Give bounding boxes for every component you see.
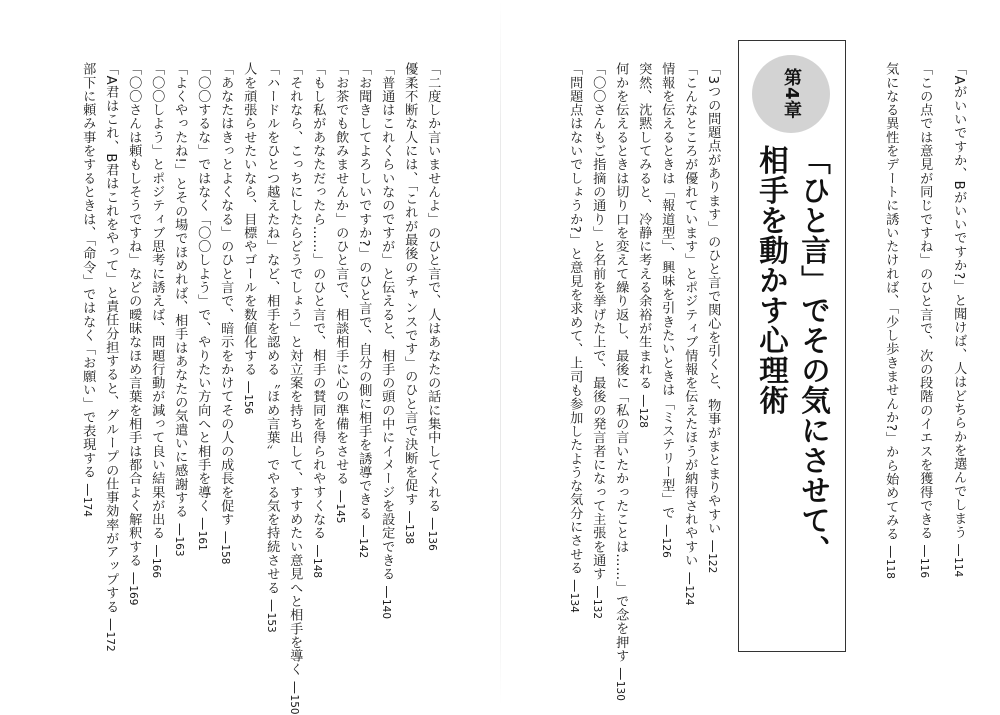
toc-page-number: 156: [242, 394, 255, 415]
chapter-title-line-1: 「ひと言」でその気にさせて、: [797, 145, 831, 565]
toc-entry-174: [81, 62, 94, 692]
toc-page-number: 138: [403, 524, 416, 545]
toc-page-number: 122: [706, 553, 719, 574]
toc-page-number: 126: [660, 537, 673, 558]
toc-entry-122: [706, 62, 719, 692]
toc-entry-text: 何かを伝えるときは切り口を変えて繰り返し、最後に「私の言いたかったことは……」で念を押す —: [613, 62, 629, 681]
toc-entry-145: [334, 62, 347, 692]
toc-page-number: 163: [173, 536, 186, 557]
toc-entry-169: [127, 62, 140, 692]
toc-entry-text: 「ハードルをひとつ越えたね」など、相手を認める〝ほめ言葉〟でやる気を持続させる —: [264, 62, 280, 613]
toc-entry-text: 情報を伝えるときは「報道型」、興味を引きたいときは「ミステリー型」で —: [659, 62, 675, 538]
toc-page-number: 124: [683, 585, 696, 606]
toc-entry-134: [568, 62, 581, 692]
toc-entry-text: 「お茶でも飲みませんか」のひと言で、相談相手に心の準備をさせる —: [333, 62, 349, 504]
toc-entry-142: [357, 62, 370, 692]
toc-entry-132: [591, 62, 604, 692]
toc-entry-140: [380, 62, 393, 692]
toc-page-number: 161: [196, 530, 209, 551]
toc-entry-text: 「あなたはきっとよくなる」のひと言で、暗示をかけてその人の成長を促す —: [218, 62, 234, 545]
toc-entry-163: [173, 62, 186, 692]
toc-page-number: 142: [357, 538, 370, 559]
toc-entry-126: [660, 62, 673, 692]
toc-entry-text: 部下に頼み事をするときは、「命令」ではなく「お願い」で表現する —: [80, 62, 96, 497]
toc-page-number: 114: [952, 557, 965, 578]
toc-page-number: 140: [380, 598, 393, 620]
chapter-title-line-2: 相手を動かす心理術: [755, 145, 789, 415]
toc-entry-text: 優柔不断な人には、「これが最後のチャンスです」のひと言で決断を促す —: [402, 62, 418, 525]
toc-page-number: 134: [568, 592, 581, 613]
toc-page-number: 150: [288, 694, 301, 715]
toc-entry-text: 人を頑張らせたいなら、目標やゴールを数値化する —: [241, 62, 257, 395]
toc-entry-text: 「〇〇さんは頼もしそうですね」などの曖昧なほめ言葉を相手は都合よく解釈する —: [126, 62, 142, 586]
toc-page-number: 148: [311, 558, 324, 579]
toc-entry-text: 「〇〇さんもご指摘の通り」と名前を挙げた上で、最後の発言者になって主張を通す —: [590, 62, 606, 599]
toc-entry-128: [637, 62, 650, 692]
toc-entry-text: 「よくやったね!」とその場でほめれば、相手はあなたの気遣いに感謝する —: [172, 62, 188, 537]
toc-entry-text: 「Aがいいですか、Bがいいですか?」と聞けば、人はどちらかを選んでしまう —: [951, 62, 967, 558]
toc-entry-text: 「3つの問題点があります」のひと言で関心を引くと、物事がまとまりやすい —: [705, 62, 721, 554]
toc-page-number: 132: [591, 598, 604, 620]
toc-entry-text: 「普通はこれくらいなのですが」と伝えると、相手の頭の中にイメージを設定できる —: [379, 62, 395, 599]
toc-entry-text: 「問題点はないでしょうか?」と意見を求めて、上司も参加したような気分にさせる —: [567, 62, 583, 593]
toc-page-number: 130: [614, 680, 627, 701]
toc-entry-text: 「A君はこれ、B君はこれをやって」と責任分担すると、グループの仕事効率がアップする —: [103, 62, 119, 632]
toc-entry-116: [918, 62, 931, 692]
toc-entry-172: [104, 62, 117, 692]
toc-entry-166: [150, 62, 163, 692]
toc-entry-153: [265, 62, 278, 692]
toc-page-number: 174: [81, 496, 94, 517]
toc-page-number: 166: [150, 558, 163, 579]
toc-entry-118: [884, 62, 897, 692]
toc-entry-text: 「お聞きしてよろしいですか?」のひと言で、自分の側に相手を誘導できる —: [356, 62, 372, 539]
toc-entry-text: 「それなら、こっちにしたらどうでしょう」と対立案を持ち出して、すすめたい意見へと相手を導く —: [287, 62, 303, 695]
toc-entry-138: [403, 62, 416, 692]
toc-entry-text: 「〇〇しよう」とポジティブ思考に誘えば、問題行動が減って良い結果が出る —: [149, 62, 165, 559]
toc-page-number: 145: [334, 503, 347, 524]
toc-entry-148: [311, 62, 324, 692]
toc-page-number: 118: [884, 558, 897, 579]
toc-page-number: 128: [637, 407, 650, 428]
toc-page-number: 116: [918, 558, 931, 579]
toc-entry-text: 気になる異性をデートに誘いたければ、「少し歩きませんか?」から始めてみる —: [883, 62, 899, 559]
toc-entry-114: [952, 62, 965, 692]
toc-page-number: 158: [219, 544, 232, 565]
toc-page-number: 153: [265, 612, 278, 633]
toc-entry-136: [426, 62, 439, 692]
toc-entry-text: 「二度しか言いませんよ」のひと言で、人はあなたの話に集中してくれる —: [425, 62, 441, 531]
page-gutter: [500, 0, 501, 705]
toc-entry-text: 突然、沈黙してみると、冷静に考える余裕が生まれる —: [636, 62, 652, 408]
toc-entry-150: [287, 62, 303, 715]
toc-entry-text: 「もし私があなただったら……」のひと言で、相手の賛同を得られやすくなる —: [310, 62, 326, 559]
toc-entry-text: 「この点では意見が同じですね」のひと言で、次の段階のイエスを獲得できる —: [917, 62, 933, 559]
toc-entry-161: [196, 62, 209, 692]
toc-page-number: 136: [426, 530, 439, 551]
toc-page-number: 172: [104, 631, 117, 652]
toc-entry-158: [219, 62, 232, 692]
toc-entry-130: [613, 62, 629, 701]
chapter-number-badge: 第4章: [752, 55, 830, 133]
toc-entry-156: [242, 62, 255, 692]
toc-entry-text: 「〇〇するな」ではなく「〇〇しよう」で、やりたい方向へと相手を導く —: [195, 62, 211, 531]
toc-page-number: 169: [127, 585, 140, 606]
chapter-heading-box: [738, 40, 846, 652]
chapter-title: [749, 145, 835, 645]
toc-entry-text: 「こんなところが優れています」とポジティブ情報を伝えたほうが納得されやすい —: [682, 62, 698, 586]
toc-entry-124: [683, 62, 696, 692]
